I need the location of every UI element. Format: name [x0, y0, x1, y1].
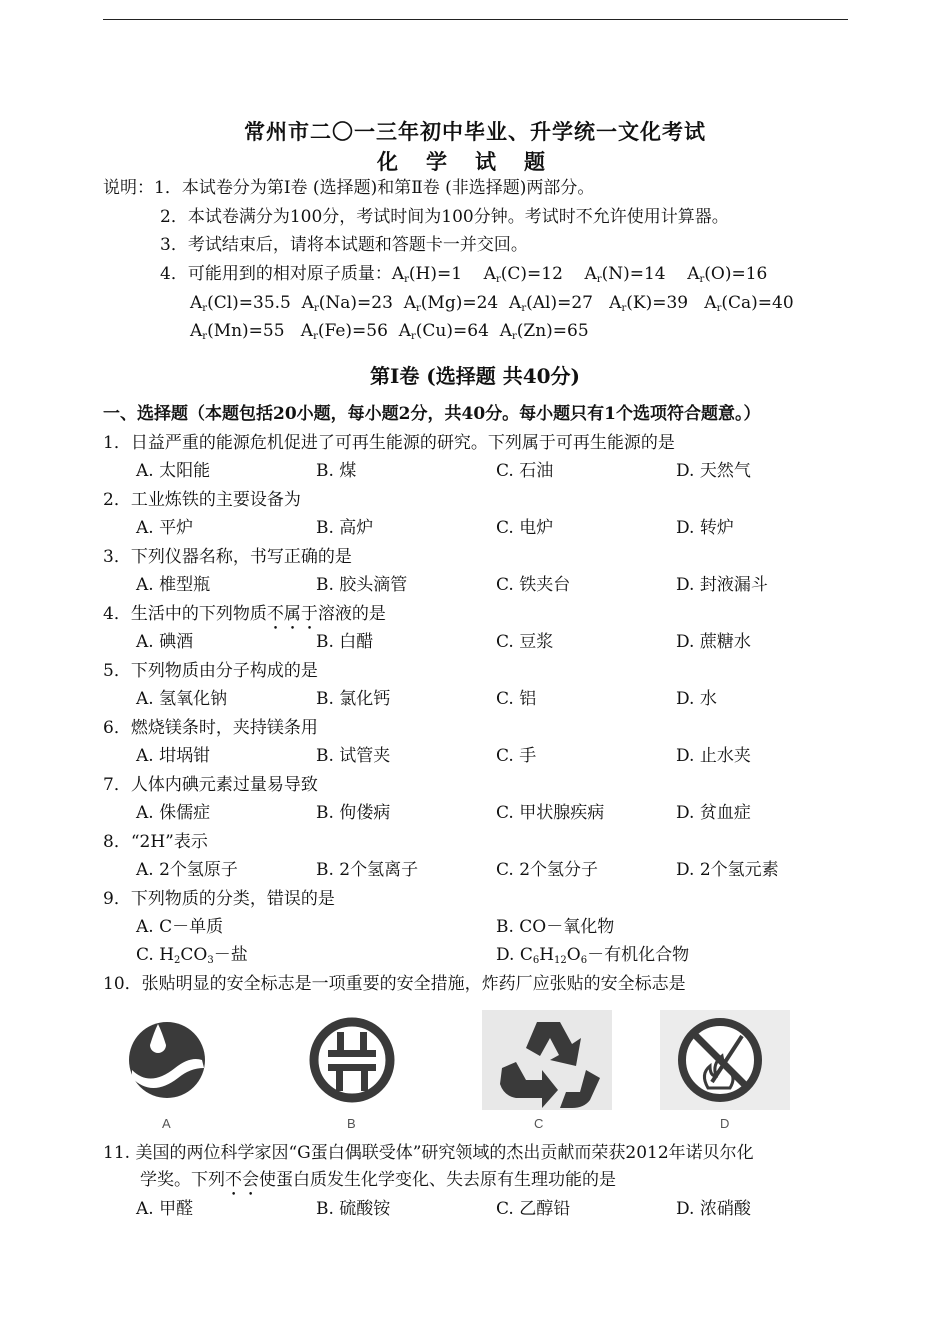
sign-d [660, 1010, 830, 1135]
mass-h: (H)=1 [408, 264, 463, 284]
mass-n: (N)=14 [601, 264, 666, 284]
option-a: A. 坩埚钳 [136, 746, 211, 766]
sign-d-label: D [720, 1116, 730, 1131]
option-b: B. 试管夹 [316, 746, 391, 766]
option-c-text: －盐 [213, 945, 248, 965]
option-d: D. 止水夹 [676, 746, 751, 766]
safety-signs-figure [120, 1010, 790, 1135]
mass-cl: (Cl)=35.5 [207, 293, 291, 313]
exam-title: 常州市二〇一三年初中毕业、升学统一文化考试 [244, 119, 706, 144]
mass-al: (Al)=27 [526, 293, 593, 313]
option-d: D. 蔗糖水 [676, 632, 751, 652]
notes-line-6: $A_r(Mn)=55$ $A_r(Fe)=56$ $A_r(Cu)=64$ $A_r(Zn)=65$ [190, 321, 589, 342]
factory-symbol-icon [300, 1010, 410, 1135]
note-item-1: 1．本试卷分为第Ⅰ卷 (选择题)和第Ⅱ卷 (非选择题)两部分。 [154, 178, 595, 198]
option-c: C. $H_2CO_3-$盐 [136, 945, 248, 966]
emphasis-text: 不会 [225, 1170, 259, 1190]
no-fire-icon [660, 1010, 790, 1135]
question-stem-line2 [140, 1169, 616, 1200]
option-d-text: －有机化合物 [587, 945, 690, 965]
mass-mn: (Mn)=55 [207, 321, 285, 341]
option-a: A. 侏儒症 [136, 803, 211, 823]
mass-zn: (Zn)=65 [516, 321, 589, 341]
note-item-4: 4．可能用到的相对原子质量： [160, 264, 392, 284]
mass-cu: (Cu)=64 [415, 321, 489, 341]
question-stem [103, 603, 386, 634]
option-d: D. 转炉 [676, 518, 734, 538]
mass-mg: (Mg)=24 [420, 293, 499, 313]
option-a: A. C－单质 [136, 917, 224, 937]
question-stem: 7．人体内碘元素过量易导致 [103, 775, 318, 795]
note-item-2: 2．本试卷满分为100分，考试时间为100分钟。考试时不允许使用计算器。 [160, 207, 729, 227]
stem-text: 溶液的是 [317, 604, 386, 624]
option-b: B. 高炉 [316, 518, 374, 538]
notes-line-4: 4．可能用到的相对原子质量：$A_r(H)=1$ $A_r(C)=12$ $A_r(N)=14$ $A_r(O)=16$ [160, 264, 768, 285]
option-c: C. 2个氢分子 [496, 860, 599, 880]
option-c: C. 豆浆 [496, 632, 554, 652]
part-title: 一、选择题（本题包括20小题，每小题2分，共40分。每小题只有1个选项符合题意。） [103, 404, 761, 424]
option-a: A. 氢氧化钠 [136, 689, 228, 709]
subject-text: 化学试题 [377, 149, 573, 174]
option-a: A. 甲醛 [136, 1199, 194, 1219]
emphasis-text: 不属于 [266, 604, 318, 624]
option-b: B. CO－氧化物 [496, 917, 615, 937]
question-stem: 6．燃烧镁条时，夹持镁条用 [103, 718, 318, 738]
subject-title [0, 146, 950, 176]
question-stem: 9．下列物质的分类，错误的是 [103, 889, 335, 909]
question-stem: 3．下列仪器名称，书写正确的是 [103, 547, 352, 567]
option-d: D. 贫血症 [676, 803, 751, 823]
sign-c [482, 1010, 652, 1135]
option-d: D. 水 [676, 689, 717, 709]
stem-text: 4．生活中的下列物质 [103, 604, 267, 624]
option-a: A. 太阳能 [136, 461, 211, 481]
option-a: A. 碘酒 [136, 632, 194, 652]
notes-prefix: 说明： [103, 178, 154, 198]
mass-c: (C)=12 [500, 264, 563, 284]
option-b: B. 胶头滴管 [316, 575, 408, 595]
option-d: D. 封液漏斗 [676, 575, 768, 595]
question-stem: 2．工业炼铁的主要设备为 [103, 490, 301, 510]
water-drop-icon [120, 1010, 230, 1135]
option-a: A. 2个氢原子 [136, 860, 238, 880]
question-stem: 5．下列物质由分子构成的是 [103, 661, 318, 681]
mass-ca: (Ca)=40 [721, 293, 794, 313]
option-c: C. 电炉 [496, 518, 554, 538]
mass-o: (O)=16 [704, 264, 768, 284]
option-b: B. 白醋 [316, 632, 374, 652]
option-b: B. 氯化钙 [316, 689, 391, 709]
option-b: B. 煤 [316, 461, 357, 481]
sign-c-label: C [534, 1116, 544, 1131]
stem-text: 学奖。下列 [140, 1170, 225, 1190]
top-rule [103, 19, 848, 20]
option-b: B. 硫酸铵 [316, 1199, 391, 1219]
option-a: A. 椎型瓶 [136, 575, 211, 595]
option-b: B. 2个氢离子 [316, 860, 419, 880]
sign-b [300, 1010, 470, 1135]
question-stem: 11. 美国的两位科学家因“G蛋白偶联受体”研究领域的杰出贡献而荣获2012年诺贝尔化 [103, 1143, 754, 1163]
mass-fe: (Fe)=56 [317, 321, 388, 341]
notes-line-1 [103, 177, 594, 199]
question-stem: 1．日益严重的能源危机促进了可再生能源的研究。下列属于可再生能源的是 [103, 433, 675, 453]
option-c: C. 甲状腺疾病 [496, 803, 605, 823]
option-c: C. 铝 [496, 689, 537, 709]
recycle-icon [482, 1010, 612, 1135]
option-c: C. 乙醇铅 [496, 1199, 571, 1219]
option-d: D. 2个氢元素 [676, 860, 779, 880]
notes-line-5: $A_r(Cl)=35.5$ $A_r(Na)=23$ $A_r(Mg)=24$ $A_r(Al)=27$ $A_r(K)=39$ $A_r(Ca)=40$ [190, 293, 794, 314]
option-c: C. 石油 [496, 461, 554, 481]
mass-na: (Na)=23 [318, 293, 393, 313]
question-stem: 10．张贴明显的安全标志是一项重要的安全措施，炸药厂应张贴的安全标志是 [103, 974, 686, 994]
note-item-3: 3．考试结束后，请将本试题和答题卡一并交回。 [160, 235, 528, 255]
option-d: D. 浓硝酸 [676, 1199, 751, 1219]
option-c: C. 手 [496, 746, 537, 766]
question-stem: 8．“2H”表示 [103, 832, 208, 852]
option-d: D. $C_6H_{12}O_6-$有机化合物 [496, 945, 690, 966]
sign-b-label: B [347, 1116, 356, 1131]
section-heading: 第Ⅰ卷 (选择题 共40分) [369, 364, 581, 388]
sign-a-label: A [162, 1116, 171, 1131]
option-d: D. 天然气 [676, 461, 751, 481]
option-a: A. 平炉 [136, 518, 194, 538]
option-c: C. 铁夹台 [496, 575, 571, 595]
stem-text: 使蛋白质发生化学变化、失去原有生理功能的是 [259, 1170, 616, 1190]
sign-a [120, 1010, 290, 1135]
option-b: B. 佝偻病 [316, 803, 391, 823]
mass-k: (K)=39 [626, 293, 689, 313]
